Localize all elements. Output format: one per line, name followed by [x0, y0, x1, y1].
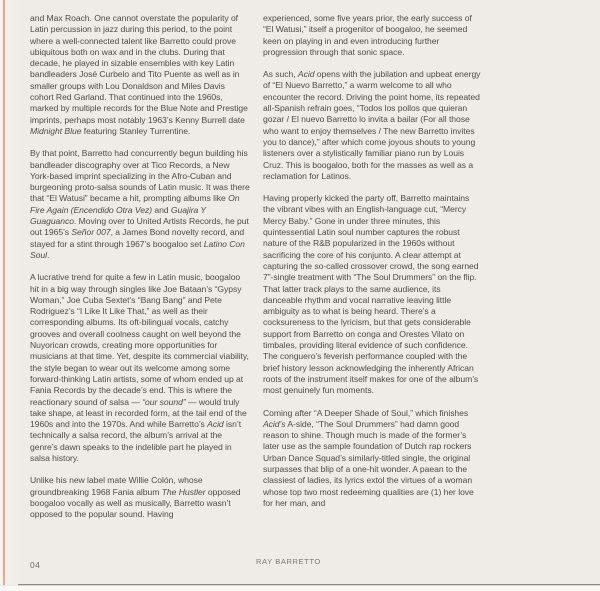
adjacent-page-edge: [3, 0, 5, 585]
paragraph: Coming after “A Deeper Shade of Soul,” which finishes Acid’s A-side, “The Soul Drummers” had damn good reason to shine. Though much is made of the former’s later use as the sample foundation of Dutch rap rockers Urban Dance Squad’s similarly-titled single, the original surpasses that blip of a one-hit wonder. A paean to the classiest of ladies, its lyrics extol the virtues of a woman whose top two most redeeming qualities are (1) her love for her man, and: [263, 407, 474, 508]
page-bottom-edge: [18, 584, 600, 585]
page-edge-shadow: [5, 0, 19, 585]
footer-artist-label: RAY BARRETTO: [256, 557, 321, 566]
paragraph: Unlike his new label mate Willie Colón, whose groundbreaking 1968 Fania album The Hustler opposed boogaloo vocally as well as musically, Barretto wasn’t opposed to the popular sound. Having: [30, 475, 241, 520]
paragraph: Having properly kicked the party off, Barretto maintains the vibrant vibes with an English-language cut, “Mercy Mercy Baby.” Gone in under three minutes, this quintessential Latin soul number captures the robust nature of the R&B popularized in the 1960s without sacrificing the core of his conjunto. A clear attempt at capturing the so-called crossover crowd, the song earned 7”-single treatment with “The Soul Drummers” on the flip. That latter track plays to the same audience, its danceable rhythm and vocal narrative leaving little ambiguity as to what is being heard. There’s a cocksureness to the lyricism, but that gets considerable support from Barretto on conga and Orestes Vilato on timbales, providing literal evidence of such confidence. The conguero’s feverish performance coupled with the brief history lesson acknowledging the inherently African roots of the instrument itself makes for one of the album’s most genuinely fun moments.: [263, 193, 479, 396]
surface-below-page: [0, 586, 600, 591]
paragraph: By that point, Barretto had concurrently begun building his bandleader discography over at Tico Records, a New York-based imprint specializing in the Afro-Cuban and burgeoning proto-salsa sounds of Latin music. It was there that “El Watusi” became a hit, prompting albums like On Fire Again (Encendido Otra Vez) and Guajira Y Guaguanco. Moving over to United Artists Records, he put out 1965’s Señor 007, a James Bond novelty record, and stayed for a stint through 1967’s boogaloo set Latino Con Soul.: [30, 148, 250, 260]
page-number: 04: [30, 560, 41, 570]
paragraph: experienced, some five years prior, the early success of “El Watusi,” itself a progenitor of boogaloo, he seemed keen on playing in and even introducing further progression through that sonic space.: [263, 13, 472, 57]
paragraph: A lucrative trend for quite a few in Latin music, boogaloo hit in a big way through singles like Joe Bataan’s “Gypsy Woman,” Joe Cuba Sextet’s “Bang Bang” and Pete Rodriguez’s “I Like It Like That,” as well as their corresponding albums. Its oft-bilingual vocals, catchy grooves and overall coolness caught on well beyond the Nuyorican crowds, creating more opportunities for musicians at that time. Yet, despite its commercial viability, the style began to wear out its welcome among some forward-thinking Latin artists, some of whom ended up at Fania Records by the decade’s end. This is where the reactionary sound of salsa — “our sound” — would truly take shape, at least in recorded form, at the tail end of the 1960s and into the 1970s. And while Barretto’s Acid isn’t technically a salsa record, the album’s arrival at the genre’s dawn speaks to the indelible part he played in salsa history.: [30, 272, 249, 463]
article-column-left: [30, 13, 250, 531]
article-column-right: [263, 13, 482, 520]
paragraph: and Max Roach. One cannot overstate the popularity of Latin percussion in jazz during this period, to the point where a well-connected talent like Barretto could prove ubiquitous both on wax and in the clubs. During that decade, he played in sizable ensembles with key Latin bandleaders José Curbelo and Tito Puente as well as in smaller groups with Lou Donaldson and Miles Davis cohort Red Garland. That continued into the 1960s, marked by multiple records for the Blue Note and Prestige imprints, perhaps most notably 1963’s Kenny Burrell date Midnight Blue featuring Stanley Turrentine.: [30, 13, 248, 136]
paragraph: As such, Acid opens with the jubilation and upbeat energy of “El Nuevo Barretto,” a warm welcome to all who encounter the record. Driving the point home, its repeated all-Spanish refrain goes, “Todos los pollos que quieran gozar / El nuevo Barretto lo invita a bailar (For all those who want to enjoy themselves / The new Barretto invites you to dance),” after which come joyous shouts to young listeners over a stylistically familiar piano run by Louis Cruz. This is boogaloo, both for the masses as well as a reclamation for Latinos.: [263, 69, 481, 181]
